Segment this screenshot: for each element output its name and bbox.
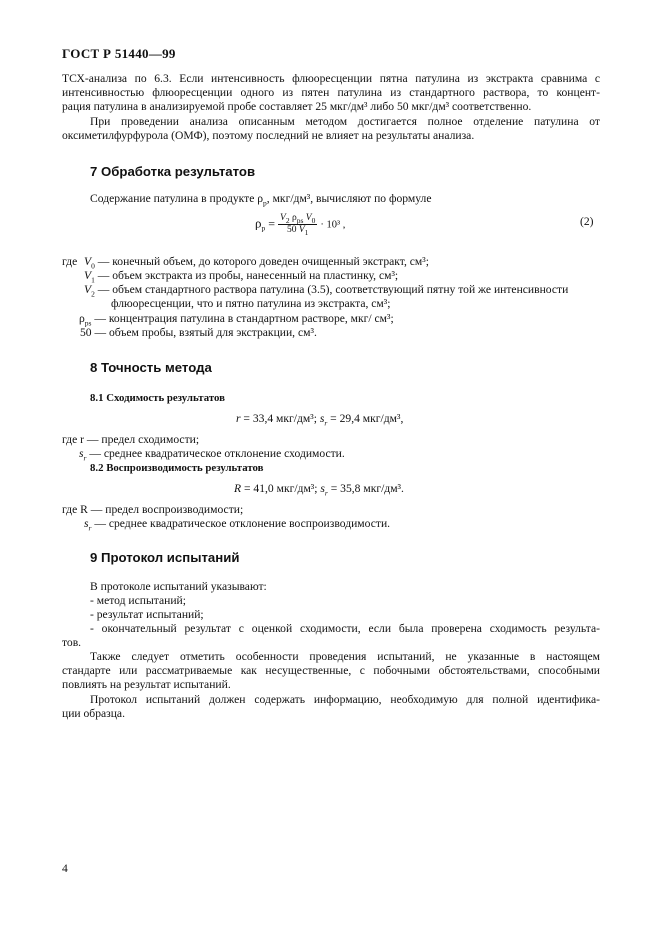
where-label: где [62,255,78,268]
protocol-info-1: Протокол испытаний должен содержать информацию, необходимую для полной идентифика- [90,693,600,706]
intro-line-2: интенсивностью флюоресценции одного из пятен патулина из стандартного раствора, то концент- [62,86,600,99]
section-8-title: 8 Точность метода [90,360,212,375]
equation-8-1: r = 33,4 мкг/дм³; $s_r = 29,4$ мкг/дм³, [236,412,404,428]
def-sr: $s_r$ — среднее квадратическое отклонение сходимости. [79,447,345,463]
def-sr-repro: $s_r$ — среднее квадратическое отклонение воспроизводимости. [84,517,391,533]
intro-line-1: ТСХ-анализа по 6.3. Если интенсивность флюоресценции пятна патулина из экстракта сравнима с [62,72,600,85]
def-v1: $V_1$ — объем экстракта из пробы, нанесенный на пластинку, см³; [84,269,399,285]
protocol-item-result: - результат испытаний; [90,608,204,621]
def-v2-continued: флюоресценции, что и пятно патулина из экстракта, см³; [111,297,391,310]
section-9-title: 9 Протокол испытаний [90,550,240,565]
subsection-8-2-title: 8.2 Воспроизводимость результатов [90,462,264,474]
protocol-item-final: - окончательный результат с оценкой сходимости, если была проверена сходимость результа- [90,622,600,635]
intro-line-4: При проведении анализа описанным методом достигается полное отделение патулина от [90,115,600,128]
formula-fraction: $\frac{V_2 \rho_{ps} V_0}{50 V_1}$ [280,213,316,237]
intro-line-5: оксиметилфурфурола (ОМФ), поэтому последний не влияет на результаты анализа. [62,129,475,142]
def-r: где r — предел сходимости; [62,433,200,446]
protocol-note-2: стандарте или рассматриваемые как несущественные, с побочными обстоятельствами, способными [62,664,600,677]
protocol-line-1: В протоколе испытаний указывают: [90,580,267,593]
protocol-item-method: - метод испытаний; [90,594,186,607]
protocol-info-2: ции образца. [62,707,125,720]
intro-line-3: рация патулина в анализируемой пробе составляет 25 мкг/дм³ либо 50 мкг/дм³ соответственно. [62,100,532,113]
formula-2: $\rho_р$ = $\frac{V_2 \rho_{ps} V_0}{50 V_1}$ · 10³ , [255,213,346,237]
page-number: 4 [62,862,68,875]
formula-number: (2) [580,215,594,228]
def-R: где R — предел воспроизводимости; [62,503,244,516]
subsection-8-1-title: 8.1 Сходимость результатов [90,392,225,404]
section-7-title: 7 Обработка результатов [90,164,256,179]
def-v0: $V_0$ — конечный объем, до которого доведен очищенный экстракт, см³; [84,255,429,271]
protocol-note-3: повлиять на результат испытаний. [62,678,231,691]
protocol-note-1: Также следует отметить особенности проведения испытаний, не указанные в настоящем [90,650,600,663]
def-v2: $V_2$ — объем стандартного раствора патулина (3.5), соответствующий пятну той же интенсивности [84,283,569,299]
section-7-intro: Содержание патулина в продукте $\rho_р$, мкг/дм³, вычисляют по формуле [90,192,432,208]
def-50: 50 — объем пробы, взятый для экстракции, см³. [80,326,317,339]
equation-8-2: R = 41,0 мкг/дм³; $s_r = 35,8$ мкг/дм³. [234,482,404,498]
protocol-item-final-cont: тов. [62,636,82,649]
def-rho-ps: $\rho_{ps}$ — концентрация патулина в стандартном растворе, мкг/ см³; [79,312,394,328]
document-code: ГОСТ Р 51440—99 [62,46,176,61]
